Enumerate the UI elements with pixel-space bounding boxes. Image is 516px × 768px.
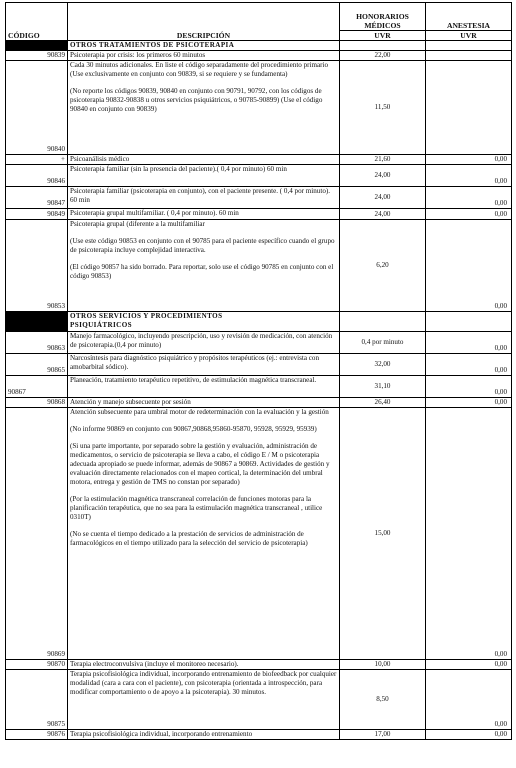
section-shade [6, 312, 68, 332]
code-cell: 90840 [6, 61, 68, 155]
empty-cell [426, 41, 512, 51]
uvr-cell: 24,00 [340, 209, 426, 220]
table-row [6, 670, 512, 730]
description-text: (El código 90857 ha sido borrado. Para reportar, solo use el código 90785 en conjunto con el código 90853) [70, 263, 334, 280]
anesthesia-cell: 0,00 [426, 398, 512, 408]
table-row [6, 332, 512, 354]
code-cell: 90847 [6, 187, 68, 209]
code-cell: 90839 [6, 51, 68, 61]
description-text: Terapia psicofisiológica individual, incorporando entrenamiento de biofeedback por cualquier modalidad (cara a cara con el paciente), con psicoterapia (orientada a introspección, para modificar comportamiento o de apoyo a la psicoterapia). 30 minutos. [70, 670, 337, 696]
description-cell [68, 220, 340, 312]
anesthesia-cell: 0,00 [426, 730, 512, 740]
anesthesia-cell: 0,00 [426, 209, 512, 220]
description-cell [68, 354, 340, 376]
code-cell: 90863 [6, 332, 68, 354]
anesthesia-cell: 0,00 [426, 408, 512, 660]
table-row [6, 165, 512, 187]
table-row [6, 730, 512, 740]
code-cell: 90867 [6, 376, 68, 398]
table-row [6, 408, 512, 660]
uvr-cell: 10,00 [340, 660, 426, 670]
uvr-cell: 24,00 [340, 165, 426, 187]
table-row [6, 155, 512, 165]
code-cell: 90849 [6, 209, 68, 220]
code-cell: 90846 [6, 165, 68, 187]
code-cell: 90870 [6, 660, 68, 670]
description-cell [68, 155, 340, 165]
description-text: Psicoterapia familiar (sin la presencia del paciente).( 0,4 por minuto) 60 min [70, 165, 287, 173]
table-row [6, 61, 512, 155]
section-title: OTROS SERVICIOS Y PROCEDIMIENTOS PSIQUIÁTRICOS [68, 312, 340, 332]
code-cell: 90875 [6, 670, 68, 730]
table-row [6, 660, 512, 670]
description-text: Narcosíntesis para diagnóstico psiquiátrico y propósitos terapéuticos (ej.: entrevista con amobarbital sódico). [70, 354, 320, 371]
description-text: (Por la estimulación magnética transcraneal correlación de funciones motoras para la planificación terapéutica, que no sea para la estimulación magnética transcraneal , utilice 0310T) [70, 495, 323, 521]
anesthesia-cell [426, 51, 512, 61]
fee-schedule-table [5, 2, 512, 740]
empty-cell [340, 312, 426, 332]
uvr-cell: 8,50 [340, 670, 426, 730]
empty-cell [426, 312, 512, 332]
description-text: Planeación, tratamiento terapéutico repetitivo, de estimulación magnética transcraneal. [70, 376, 317, 384]
description-cell [68, 398, 340, 408]
uvr-cell: 21,60 [340, 155, 426, 165]
description-text: Psicoterapia grupal multifamiliar. ( 0,4 por minuto). 60 min [70, 209, 239, 217]
code-cell: 90876 [6, 730, 68, 740]
description-cell [68, 61, 340, 155]
description-text: Psicoterapia familiar (psicoterapia en conjunto), con el paciente presente. ( 0,4 por minuto). 60 min [70, 187, 331, 204]
anesthesia-cell: 0,00 [426, 187, 512, 209]
description-text: (No se cuenta el tiempo dedicado a la prestación de servicios de administración de farmacológicos en el tiempo utilizado para la selección del servicio de psicoterapia) [70, 530, 308, 547]
description-text: (No informe 90869 en conjunto con 90867,90868,95860-95870, 95928, 95929, 95939) [70, 425, 317, 433]
table-row [6, 354, 512, 376]
uvr-cell: 11,50 [340, 61, 426, 155]
description-text: Atención subsecuente para umbral motor de redeterminación con la evaluación y la gestión [70, 408, 329, 416]
description-cell [68, 670, 340, 730]
table-row [6, 209, 512, 220]
description-text: Cada 30 minutos adicionales. En liste el código separadamente del procedimiento primario (Use exclusivamente en conjunto con 90839, si se requiere y se fundamenta) [70, 61, 329, 78]
description-cell [68, 730, 340, 740]
description-cell [68, 376, 340, 398]
table-row [6, 187, 512, 209]
table-row [6, 376, 512, 398]
anesthesia-cell: 0,00 [426, 155, 512, 165]
description-cell [68, 209, 340, 220]
description-cell [68, 165, 340, 187]
anesthesia-cell: 0,00 [426, 220, 512, 312]
code-cell: 90865 [6, 354, 68, 376]
description-text: Psicoterapia por crisis: los primeros 60 minutos [70, 51, 206, 59]
description-text: (Use este código 90853 en conjunto con el 90785 para el paciente específico cuando el grupo de psicoterapia incluye complejidad interactiva. [70, 237, 335, 254]
header-uvr-anestesia: UVR [426, 31, 512, 41]
anesthesia-cell: 0,00 [426, 332, 512, 354]
uvr-cell: 26,40 [340, 398, 426, 408]
anesthesia-cell [426, 61, 512, 155]
anesthesia-cell: 0,00 [426, 670, 512, 730]
section-shade [6, 41, 68, 51]
description-text: Terapia electroconvulsiva (incluye el monitoreo necesario). [70, 660, 239, 668]
uvr-cell: 32,00 [340, 354, 426, 376]
uvr-cell: 31,10 [340, 376, 426, 398]
section-title: OTROS TRATAMIENTOS DE PSICOTERAPIA [68, 41, 340, 51]
uvr-cell: 15,00 [340, 408, 426, 660]
description-text: Atención y manejo subsecuente por sesión [70, 398, 191, 406]
code-cell: + [6, 155, 68, 165]
header-uvr-honorarios: UVR [340, 31, 426, 41]
header-anestesia: ANESTESIA [426, 3, 512, 31]
description-text: Terapia psicofisiológica individual, incorporando entrenamiento [70, 730, 253, 738]
table-row [6, 220, 512, 312]
header-descripcion: DESCRIPCIÓN [68, 3, 340, 41]
anesthesia-cell: 0,00 [426, 165, 512, 187]
header-codigo: CÓDIGO [6, 3, 68, 41]
anesthesia-cell: 0,00 [426, 660, 512, 670]
uvr-cell: 22,00 [340, 51, 426, 61]
description-cell [68, 408, 340, 660]
description-text: Psicoanálisis médico [70, 155, 130, 163]
uvr-cell: 24,00 [340, 187, 426, 209]
table-row [6, 398, 512, 408]
empty-cell [340, 41, 426, 51]
code-cell: 90869 [6, 408, 68, 660]
table-row [6, 51, 512, 61]
document-page [5, 2, 511, 740]
uvr-cell: 6,20 [340, 220, 426, 312]
anesthesia-cell: 0,00 [426, 376, 512, 398]
description-cell [68, 660, 340, 670]
description-text: Manejo farmacológico, incluyendo prescripción, uso y revisión de medicación, con atención de psicoterapia.(0,4 por minuto) [70, 332, 333, 349]
header-honorarios: HONORARIOS MÉDICOS [340, 3, 426, 31]
anesthesia-cell: 0,00 [426, 354, 512, 376]
code-cell: 90868 [6, 398, 68, 408]
uvr-cell: 0,4 por minuto [340, 332, 426, 354]
code-cell: 90853 [6, 220, 68, 312]
description-cell [68, 51, 340, 61]
description-cell [68, 187, 340, 209]
description-text: Psicoterapia grupal (diferente a la multifamiliar [70, 220, 205, 228]
uvr-cell: 17,00 [340, 730, 426, 740]
description-text: (No reporte los códigos 90839, 90840 en conjunto con 90791, 90792, con los códigos de psicoterapia 90832-90838 u otros servicios psiquiátricos, o 90785-90899) (Use el código 90840 en conjunto con 90839) [70, 87, 323, 113]
description-cell [68, 332, 340, 354]
description-text: (Si una parte importante, por separado sobre la gestión y evaluación, administración de medicamentos, o servicio de psicoterapia se lleva a cabo, el código E / M o psicoterapia adecuada apropiado se puede informar, además de 90867 a 90869. Actividades de gestión y evaluación directamente relacionados con el mapeo cortical, la determinación del umbral motora, entrega y gestión de TMS no constan por separado) [70, 442, 330, 486]
